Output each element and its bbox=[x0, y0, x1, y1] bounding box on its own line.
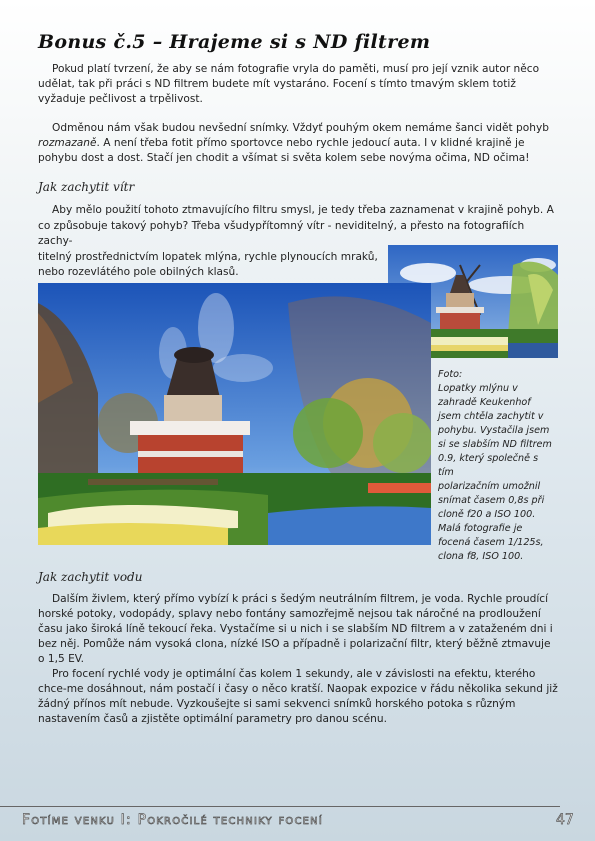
caption-line: 0.9, který společně s tím bbox=[438, 453, 539, 478]
caption-line: focená časem 1/125s, bbox=[438, 537, 544, 548]
wind-line-1: Aby mělo použití tohoto ztmavujícího filtru smysl, je tedy třeba zaznamenat v krajině pohyb. A bbox=[52, 204, 554, 216]
footer-book-title: Fotíme venku I: Pokročilé techniky focení bbox=[22, 812, 324, 828]
page-number: 47 bbox=[556, 812, 574, 828]
wind-line-3: titelný prostřednictvím lopatek mlýna, rychle plynoucích mraků, bbox=[38, 250, 378, 263]
caption-line: si se slabším ND filtrem bbox=[438, 439, 552, 450]
wind-line-4: nebo rozevlátého pole obilných klasů. bbox=[38, 266, 239, 278]
footer-divider bbox=[0, 806, 560, 807]
intro-p2-text-a: Odměnou nám však budou nevšední snímky. Vždyť pouhým okem nemáme šanci vidět pohyb bbox=[52, 122, 549, 134]
caption-line: polarizačním umožnil bbox=[438, 481, 541, 492]
wind-line-2: co způsobuje takový pohyb? Třeba všudypřítomný vítr - neviditelný, a přesto na fotografiích zachy- bbox=[38, 219, 525, 247]
heading-wind: Jak zachytit vítr bbox=[38, 180, 135, 194]
windmill-photo-large bbox=[38, 283, 431, 545]
caption-line: clona f8, ISO 100. bbox=[438, 551, 524, 562]
intro-paragraph-1: Pokud platí tvrzení, že aby se nám fotografie vryla do paměti, musí pro její vznik autor něco udělat, tak při práci s ND filtrem budete mít vystaráno. Focení s tímto tmavým sklem totiž vyžaduje pečlivost a trpělivost. bbox=[38, 63, 540, 105]
caption-line: Malá fotografie je bbox=[438, 523, 523, 534]
windmill-large-illustration bbox=[38, 283, 431, 545]
caption-line: Foto: bbox=[438, 369, 463, 380]
caption-line: pohybu. Vystačila jsem bbox=[438, 425, 550, 436]
caption-line: cloně f20 a ISO 100. bbox=[438, 509, 536, 520]
intro-p2-text-b: . A není třeba fotit přímo sportovce nebo rychle jedoucí auta. I v klidné krajině je pohybu dost a dost. Stačí jen chodit a všímat si světa kolem sebe novýma očima, ND očima! bbox=[38, 137, 530, 164]
intro-p2-italic: rozmazaně bbox=[38, 137, 97, 149]
water-paragraph-1: Dalším živlem, který přímo vybízí k práci s šedým neutrálním filtrem, je voda. Rychle proudící horské potoky, vodopády, splavy nebo fontány samozřejmě nejsou tak náročné na prodloužení času jako široká líně tekoucí řeka. Vystačíme si u nich i se slabším ND filtrem a v zataženém dni i bez něj. Pomůže nám vysoká clona, nízké ISO a případně i polarizační filtr, který běžně ztmavuje o 1,5 EV. bbox=[38, 593, 553, 665]
caption-line: jsem chtěla zachytit v bbox=[438, 411, 544, 422]
intro-paragraph-2 bbox=[38, 121, 558, 166]
page-title: Bonus č.5 – Hrajeme si s ND filtrem bbox=[38, 31, 431, 53]
photo-caption bbox=[438, 368, 556, 564]
caption-line: zahradě Keukenhof bbox=[438, 397, 531, 408]
water-paragraph-2: Pro focení rychlé vody je optimální čas kolem 1 sekundy, ale v závislosti na efektu, kterého chce-me dosáhnout, nám postačí i časy o něco kratší. Naopak expozice v řádu několika sekund již žádný přínos mít nebude. Vyzkoušejte si sami sekvenci snímků horského potoka s různým nastavením časů a zjistěte optimální parametry pro danou scénu. bbox=[38, 668, 558, 725]
heading-water: Jak zachytit vodu bbox=[38, 570, 143, 584]
caption-line: snímat časem 0,8s při bbox=[438, 495, 545, 506]
caption-line: Lopatky mlýnu v bbox=[438, 383, 518, 394]
